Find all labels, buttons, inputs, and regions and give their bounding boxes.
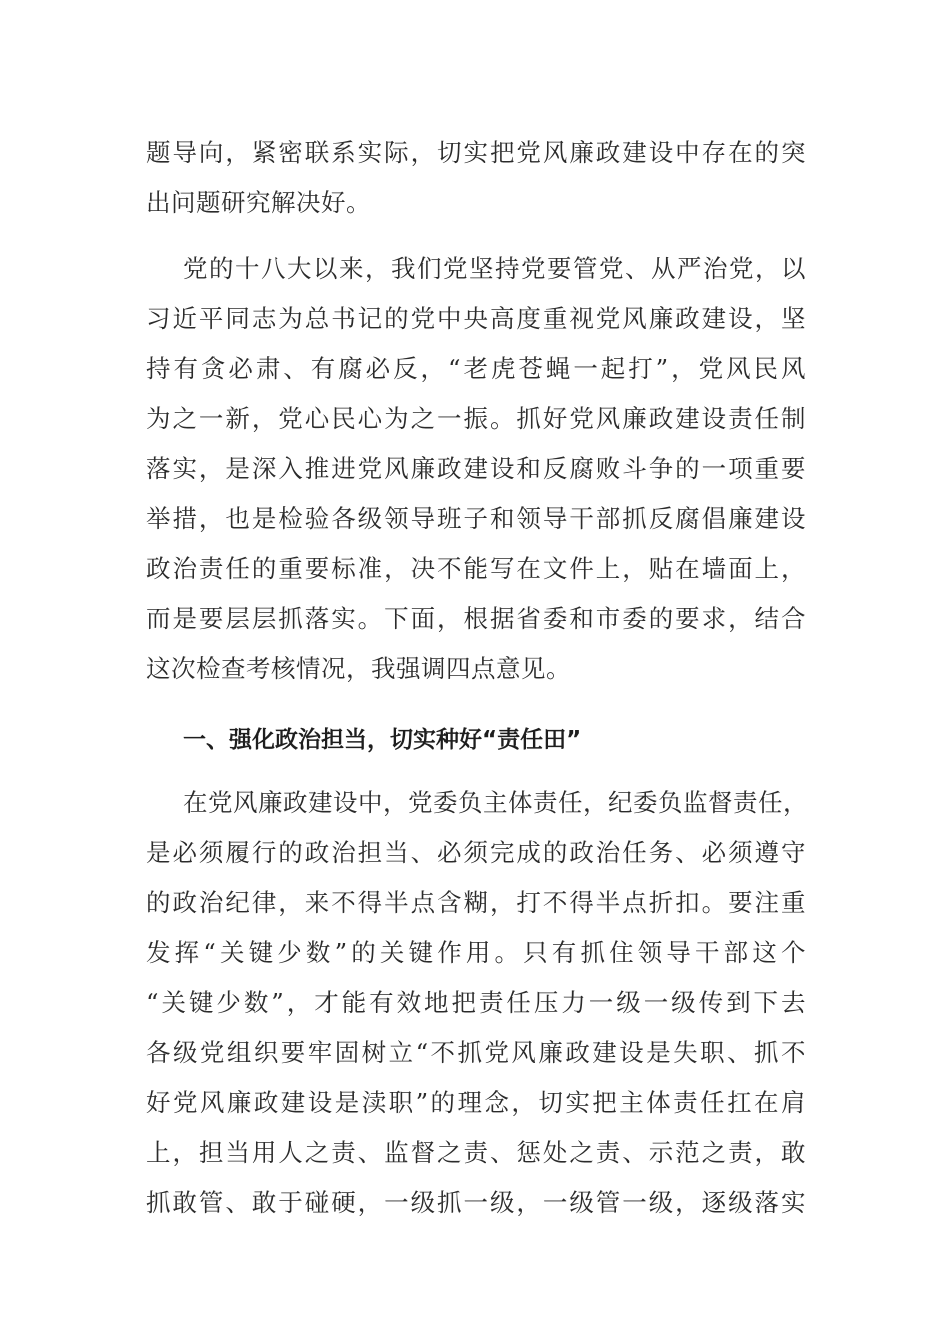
- text-line: 在党风廉政建设中，党委负主体责任，纪委负监督责任，: [183, 788, 808, 817]
- text-line: 各级党组织要牢固树立“不抓党风廉政建设是失职、抓不: [146, 1038, 806, 1067]
- text-line: “关键少数”，才能有效地把责任压力一级一级传到下去: [146, 988, 806, 1017]
- text-line: 出问题研究解决好。: [146, 188, 371, 217]
- text-line: 的政治纪律，来不得半点含糊，打不得半点折扣。要注重: [146, 888, 806, 917]
- text-line: 是必须履行的政治担当、必须完成的政治任务、必须遵守: [146, 838, 806, 867]
- text-line: 上，担当用人之责、监督之责、惩处之责、示范之责，敢: [146, 1138, 806, 1167]
- paragraph-introduction: [146, 244, 806, 694]
- paragraph-continued: [146, 128, 806, 228]
- text-line: 好党风廉政建设是渎职”的理念，切实把主体责任扛在肩: [146, 1088, 806, 1117]
- text-line: 发挥“关键少数”的关键作用。只有抓住领导干部这个: [146, 938, 806, 967]
- text-line: 为之一新，党心民心为之一振。抓好党风廉政建设责任制: [146, 404, 806, 433]
- text-line: 抓敢管、敢于碰硬，一级抓一级，一级管一级，逐级落实: [146, 1188, 806, 1217]
- section-heading: 一、强化政治担当，切实种好“责任田”: [183, 727, 582, 753]
- document-page: [146, 128, 806, 1228]
- paragraph-section-1: [146, 778, 806, 1228]
- text-line: 这次检查考核情况，我强调四点意见。: [146, 654, 571, 683]
- text-line: 持有贪必肃、有腐必反，“老虎苍蝇一起打”，党风民风: [146, 354, 806, 383]
- text-line: 习近平同志为总书记的党中央高度重视党风廉政建设，坚: [146, 304, 806, 333]
- text-line: 题导向，紧密联系实际，切实把党风廉政建设中存在的突: [146, 138, 806, 167]
- text-line: 党的十八大以来，我们党坚持党要管党、从严治党，以: [183, 254, 806, 283]
- text-line: 而是要层层抓落实。下面，根据省委和市委的要求，结合: [146, 604, 806, 633]
- text-line: 落实，是深入推进党风廉政建设和反腐败斗争的一项重要: [146, 454, 806, 483]
- text-line: 举措，也是检验各级领导班子和领导干部抓反腐倡廉建设: [146, 504, 806, 533]
- text-line: 政治责任的重要标准，决不能写在文件上，贴在墙面上，: [146, 554, 806, 583]
